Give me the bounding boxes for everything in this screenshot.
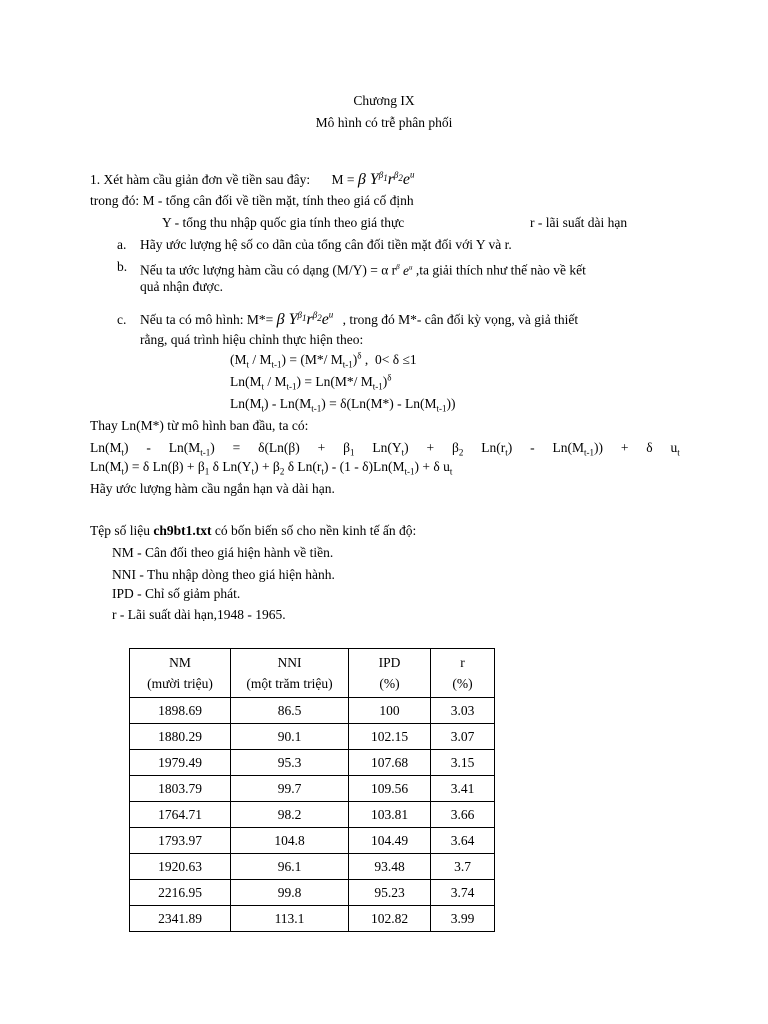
long-run-equation: $Ln(M_t) = \delta$ $Ln(\beta) + \beta_1$ δ $Ln(Y_t) + \beta_2$ δ $Ln(r_t) - (1 - \delta)Ln(M_{t-1}) + \delta$ $u_t$	[90, 459, 453, 477]
table-cell: 1793.97	[130, 828, 231, 854]
table-row	[130, 802, 495, 828]
column-header-NM: NM (mười triệu)	[130, 649, 231, 698]
table-cell: 100	[349, 698, 431, 724]
table-cell: 99.8	[231, 880, 349, 906]
table-cell: 109.56	[349, 776, 431, 802]
definition-Y: Y - tổng thu nhập quốc gia tính theo giá thực	[162, 215, 405, 230]
chapter-heading: Chương IX	[353, 93, 415, 108]
datafile-post: có bốn biến số cho nền kinh tế ấn độ:	[211, 523, 417, 538]
expectation-model-rhs: β $Y^{\beta_1}r^{\beta_2}e^u$	[276, 309, 334, 328]
table-cell: 104.8	[231, 828, 349, 854]
definition-M: trong đó: M - tổng cân đối về tiền mặt, tính theo giá cố định	[90, 193, 414, 208]
task-text: Hãy ước lượng hàm cầu ngắn hạn và dài hạn.	[90, 481, 335, 496]
table-row	[130, 906, 495, 932]
definition-r: r - lãi suất dài hạn	[530, 215, 628, 230]
short-run-equation: $Ln(M_t)$ - $Ln(M_{t-1})$ = δ(Ln(β) + $\beta_1$ $Ln(Y_t)$ + $\beta_2$ $Ln(r_t)$ - $Ln(M_{t-1})$) + δ $u_t$	[90, 440, 680, 458]
table-cell: 1898.69	[130, 698, 231, 724]
table-cell: 1979.49	[130, 750, 231, 776]
substitution-text: Thay Ln(M*) từ mô hình ban đầu, ta có:	[90, 418, 309, 433]
data-table	[129, 648, 495, 932]
table-header-row	[130, 649, 495, 698]
table-cell: 3.64	[431, 828, 495, 854]
table-cell: 93.48	[349, 854, 431, 880]
table-cell: 99.7	[231, 776, 349, 802]
item-c-marker: c.	[117, 312, 127, 327]
table-row	[130, 724, 495, 750]
table-cell: 104.49	[349, 828, 431, 854]
datafile-description	[90, 523, 416, 539]
table-cell: 3.7	[431, 854, 495, 880]
table-row	[130, 854, 495, 880]
adjustment-equation-3: $Ln(M_t) - Ln(M_{t-1}) = \delta(Ln(M*) - Ln(M_{t-1}))$	[230, 396, 456, 414]
table-cell: 98.2	[231, 802, 349, 828]
table-cell: 3.41	[431, 776, 495, 802]
variable-NM: NM - Cân đối theo giá hiện hành về tiền.	[112, 545, 334, 560]
table-cell: 1880.29	[130, 724, 231, 750]
column-header-NNI: NNI (một trăm triệu)	[231, 649, 349, 698]
item-a-text: Hãy ước lượng hệ số co dãn của tổng cân đối tiền mặt đối với Y và r.	[140, 237, 512, 252]
item-b-line-1: Nếu ta ước lượng hàm cầu có dạng (M/Y) = α $r^\beta$ $e^u$ ,ta giải thích như thế nào về kết	[140, 262, 586, 278]
table-cell: 2341.89	[130, 906, 231, 932]
item-a-marker: a.	[117, 237, 127, 252]
table-cell: 102.82	[349, 906, 431, 932]
table-row	[130, 698, 495, 724]
datafile-pre: Tệp số liệu	[90, 523, 154, 538]
table-cell: 86.5	[231, 698, 349, 724]
item-b-text-post: ,ta giải thích như thế nào về kết	[412, 262, 586, 278]
item-c-text-pre: Nếu ta có mô hình: M*=	[140, 312, 274, 327]
table-cell: 3.66	[431, 802, 495, 828]
table-cell: 90.1	[231, 724, 349, 750]
table-row	[130, 776, 495, 802]
table-cell: 1920.63	[130, 854, 231, 880]
item-c-line-1	[140, 309, 579, 328]
column-header-IPD: IPD (%)	[349, 649, 431, 698]
question-1-text: 1. Xét hàm cầu giản đơn về tiền sau đây:	[90, 172, 311, 187]
variable-NNI: NNI - Thu nhập dòng theo giá hiện hành.	[112, 567, 335, 582]
table-cell: 3.74	[431, 880, 495, 906]
table-cell: 95.23	[349, 880, 431, 906]
table-cell: 102.15	[349, 724, 431, 750]
item-b-text-pre: Nếu ta ước lượng hàm cầu có dạng (M/Y) = α r	[140, 262, 397, 278]
datafile-name: ch9bt1.txt	[153, 523, 212, 538]
table-cell: 1764.71	[130, 802, 231, 828]
chapter-title: Mô hình có trễ phân phối	[315, 115, 453, 130]
table-cell: 96.1	[231, 854, 349, 880]
table-cell: 95.3	[231, 750, 349, 776]
table-cell: 3.15	[431, 750, 495, 776]
variable-IPD: IPD - Chỉ số giảm phát.	[112, 586, 241, 601]
table-cell: 3.07	[431, 724, 495, 750]
demand-equation-rhs: β $Y^{\beta_1}r^{\beta_2}e^u$	[357, 169, 415, 188]
table-cell: 103.81	[349, 802, 431, 828]
item-c-text-post: , trong đó M*- cân đối kỳ vọng, và giả thiết	[342, 312, 579, 327]
item-b-line-2: quả nhận được.	[140, 279, 224, 294]
table-row	[130, 828, 495, 854]
item-b-marker: b.	[117, 259, 128, 274]
column-header-r: r (%)	[431, 649, 495, 698]
table-cell: 107.68	[349, 750, 431, 776]
table-cell: 113.1	[231, 906, 349, 932]
table-row	[130, 750, 495, 776]
table-cell: 1803.79	[130, 776, 231, 802]
table-row	[130, 880, 495, 906]
table-cell: 3.99	[431, 906, 495, 932]
adjustment-equation-2: $Ln(M_t / M_{t-1}) = Ln(M*/$ $M_{t-1})^\delta$	[230, 372, 392, 392]
question-1-intro	[90, 169, 415, 188]
demand-equation-lhs: M =	[331, 172, 355, 187]
adjustment-equation-1: $(M_t / M_{t-1}) = (M*/$ $M_{t-1})^\delta$ , 0< δ ≤1	[230, 350, 417, 370]
table-cell: 2216.95	[130, 880, 231, 906]
table-cell: 3.03	[431, 698, 495, 724]
variable-r: r - Lãi suất dài hạn,1948 - 1965.	[112, 607, 286, 622]
item-c-line-2: rằng, quá trình hiệu chỉnh thực hiện theo:	[140, 332, 364, 347]
